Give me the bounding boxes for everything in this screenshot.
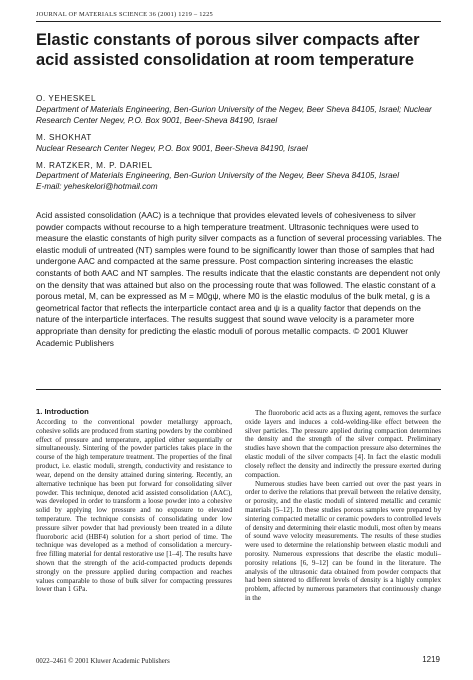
page-number: 1219 [422,655,440,664]
author-name: M. RATZKER, M. P. DARIEL [36,160,153,170]
section-heading: 1. Introduction [36,407,89,416]
author-list [36,94,448,199]
author-email[interactable]: E-mail: yeheskelori@hotmail.com [36,182,158,192]
body-paragraph: Numerous studies have been carried out over the past years in order to derive the relations that prevail between the relative density, or porosity, and the elastic moduli of sintered metallic and ceramic materials [5–12]. In these studies porous samples were prepared by sintering compacted metallic or ceramic powders to controlled levels of density and determining their elastic moduli, most often by means of sound wave velocity measurements. The results of these studies were used to determine the relationship between elastic moduli and porosity. Numerous expressions that describe the elastic moduli–porosity relations [6, 9–12] can be found in the literature. The analysis of the ultrasonic data obtained from powder compacts that had been sintered to different levels of density is a highly complex problem, affected by numerous parameters that continuously change in the [245,479,441,603]
body-paragraph: The fluoroboric acid acts as a fluxing agent, removes the surface oxide layers and induces a cold-welding-like effect between the silver particles. The pressure applied during compaction determines the density and the strength of the silver compact. Preliminary studies have shown that the compaction pressure also determines the elastic moduli of the silver compacts [4]. In fact the elastic moduli closely reflect the density and indirectly the pressure exerted during compaction. [245,409,441,479]
author-affiliation: Department of Materials Engineering, Ben-Gurion University of the Negev, Beer Sheva 84105, Israel; Nuclear Research Center Negev, P.O. Box 9001, Beer-Sheva 84190, Israel [36,104,432,125]
author-name: M. SHOKHAT [36,132,92,142]
author-name: O. YEHESKEL [36,94,97,103]
author-block-2 [36,133,448,155]
author-block-3 [36,161,448,194]
body-paragraph: According to the conventional powder metallurgy approach, cohesive solids are produced from starting powders by the combined effect of pressure and temperature, applied either sequentially or simultaneously. Sintering of the powder particles takes place in the course of the high temperature treatment. The properties of the final product, i.e. elastic moduli, strength, conductivity and resistance to wear, depend on the density attained during sintering. Recently, an alternative technique has been put forward for consolidating silver powder. This technique, denoted acid assisted consolidation (AAC), was developed in order to transform a loose powder into a cohesive solid by applying low pressure and no exposure to elevated temperature. The technique consists of consolidating under low pressure silver powder that had previously been treated in a dilute fluoroboric acid (HBF4) solution for a short period of time. The technique was developed as a method of consolidation a mercury-free filling material for dental restorative use [1–4]. The results have shown that the strength of the acid-compacted products depends strongly on the pressure applied during compaction and reaches values comparable to those of bulk silver for compacting pressures lower than 1 GPa. [36,418,232,594]
author-block-1 [36,94,448,127]
abstract: Acid assisted consolidation (AAC) is a technique that provides elevated levels of cohesiveness to silver powder compacts without recourse to a high temperature treatment. Ultrasonic techniques were used to measure the elastic constants of high purity silver compacts as a function of several processing variables. The elastic moduli of untreated (NT) samples were found to be significantly lower than those of samples that had undergone AAC and compacted at the same pressure. Post compaction sintering increases the elastic constants of both AAC and NT samples. The results indicate that the elastic constants are dependent not only on the density that was attained but also on the processing route that was followed. The elastic constant of a porous metal, M, can be expressed as M = M0gψ, where M0 is the elastic modulus of the bulk metal, g is a geometrical factor that reflects the interparticle contact area and ψ is a quality factor that depends on the nature of the interparticle interfaces. The results suggest that sound wave velocity is a parameter more appropriate than density for predicting the elastic moduli of porous metallic compacts. © 2001 Kluwer Academic Publishers [36,210,442,348]
author-affiliation: Department of Materials Engineering, Ben-Gurion University of the Negev, Beer Sheva 84105, Israel [36,171,400,181]
journal-header: JOURNAL OF MATERIALS SCIENCE 36 (2001) 1219 – 1225 [36,11,214,18]
copyright-footer: 0022–2461 © 2001 Kluwer Academic Publishers [36,658,170,665]
right-column [245,409,441,603]
left-column [36,407,232,594]
author-affiliation: Nuclear Research Center Negev, P.O. Box 9001, Beer-Sheva 84190, Israel [36,143,308,153]
abstract-rule [36,389,441,390]
header-rule [36,21,441,22]
article-title: Elastic constants of porous silver compacts after acid assisted consolidation at room temperature [36,31,420,69]
